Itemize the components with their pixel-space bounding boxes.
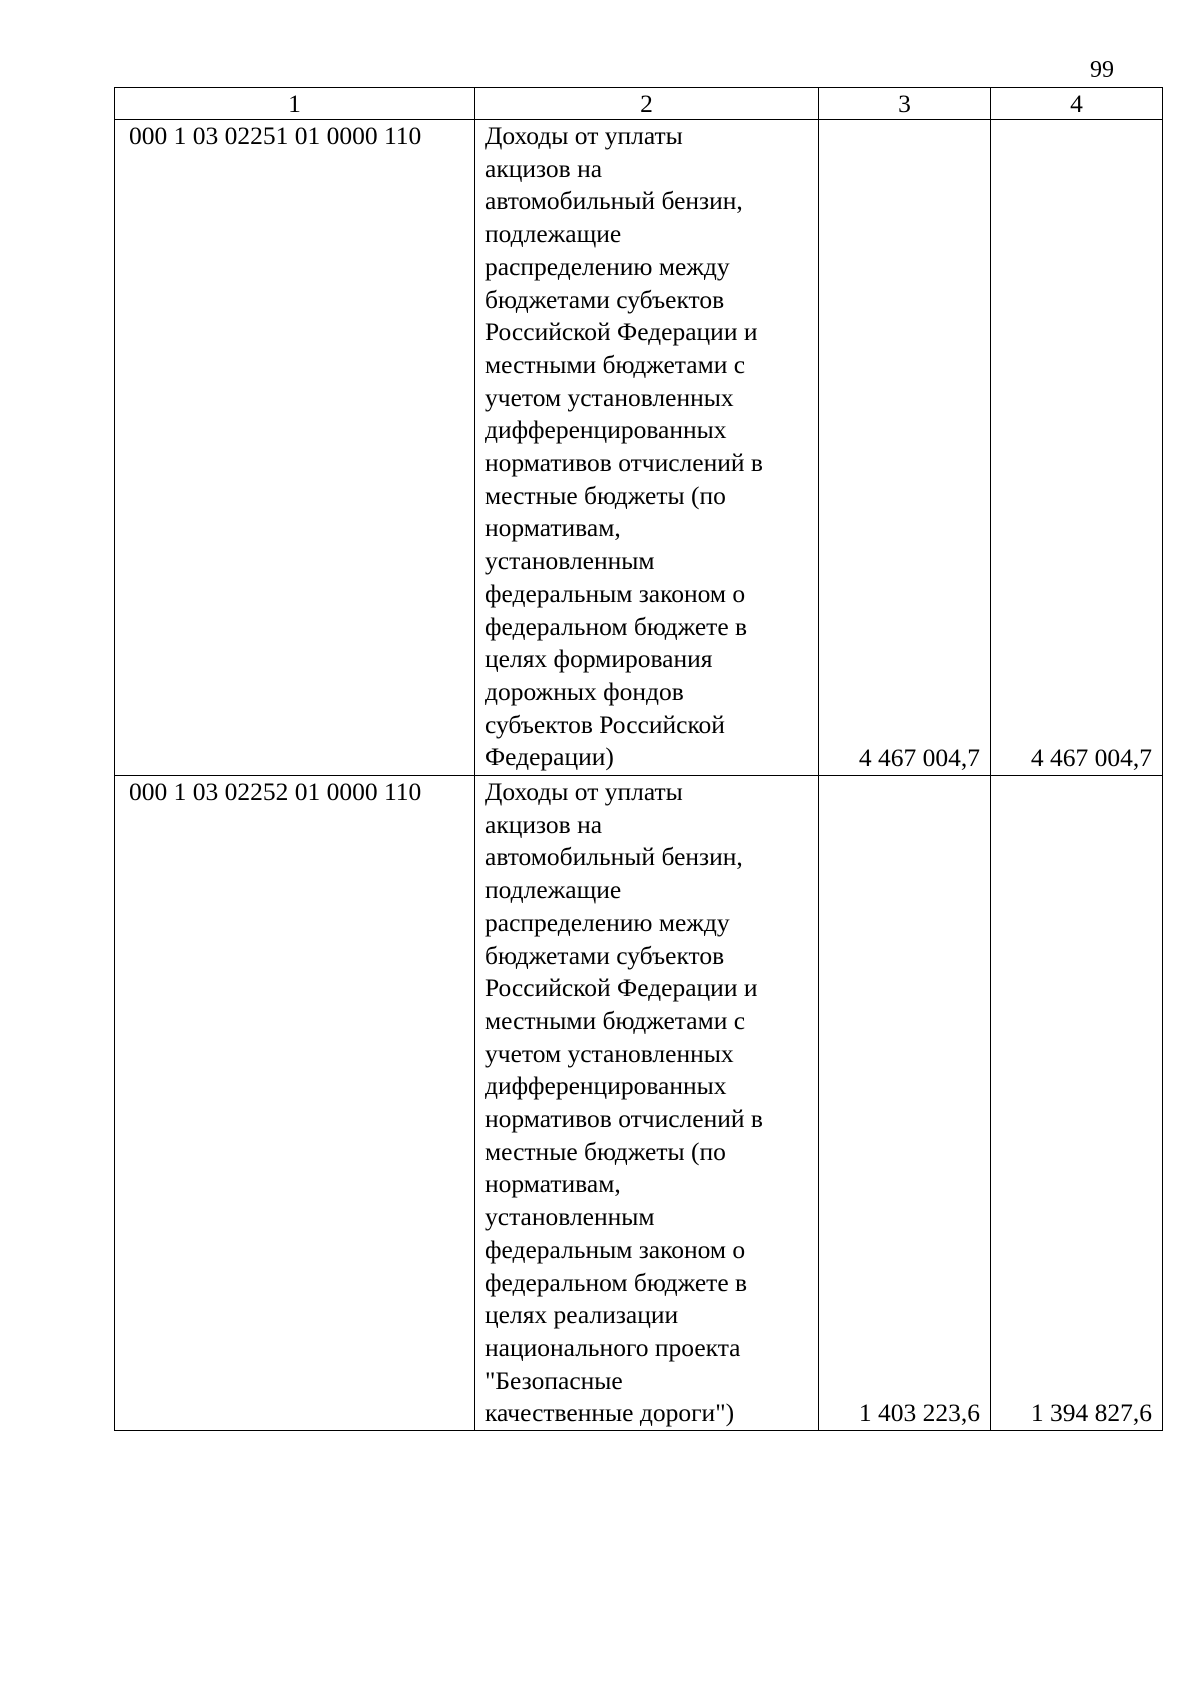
header-cell-3: 3 bbox=[819, 88, 991, 120]
description-line: автомобильный бензин, bbox=[485, 842, 743, 872]
description-line: установленным bbox=[485, 546, 655, 576]
description-line: местными бюджетами с bbox=[485, 349, 746, 379]
description-line: Доходы от уплаты bbox=[485, 777, 683, 806]
description-line: учетом установленных bbox=[485, 1038, 734, 1068]
description-line: распределению между bbox=[485, 251, 730, 281]
description-line: местные бюджеты (по bbox=[485, 1136, 726, 1166]
description-line: целях формирования bbox=[485, 644, 713, 674]
description-line: учетом установленных bbox=[485, 382, 734, 412]
description-line: дифференцированных bbox=[485, 415, 727, 445]
table-row bbox=[115, 776, 1163, 1431]
description-line: местными бюджетами с bbox=[485, 1005, 746, 1035]
amount-column-4: 1 394 827,6 bbox=[991, 776, 1163, 1431]
budget-code: 000 1 03 02251 01 0000 110 bbox=[115, 120, 475, 776]
page-number: 99 bbox=[1090, 57, 1114, 83]
description-line: подлежащие bbox=[485, 875, 622, 905]
amount-column-3: 1 403 223,6 bbox=[819, 776, 991, 1431]
description-line: нормативов отчислений в bbox=[485, 448, 763, 478]
description-line: нормативам, bbox=[485, 1169, 621, 1199]
header-cell-2: 2 bbox=[475, 88, 819, 120]
description-line: акцизов на bbox=[485, 809, 603, 839]
description-line: дорожных фондов bbox=[485, 676, 684, 706]
description-line: федеральном бюджете в bbox=[485, 1267, 748, 1297]
description-line: целях реализации bbox=[485, 1300, 679, 1330]
description bbox=[475, 776, 819, 1431]
description-line: автомобильный бензин, bbox=[485, 186, 743, 216]
header-cell-4: 4 bbox=[991, 88, 1163, 120]
description-line: национального проекта bbox=[485, 1332, 741, 1362]
description bbox=[475, 120, 819, 776]
description-line: бюджетами субъектов bbox=[485, 284, 725, 314]
header-cell-1: 1 bbox=[115, 88, 475, 120]
table-header-row bbox=[115, 88, 1163, 120]
description-line: Российской Федерации и bbox=[485, 973, 758, 1003]
description-line: Российской Федерации и bbox=[485, 317, 758, 347]
description-line: федеральным законом о bbox=[485, 1234, 746, 1264]
amount-column-4: 4 467 004,7 bbox=[991, 120, 1163, 776]
description-line: федеральном бюджете в bbox=[485, 611, 748, 641]
description-line: бюджетами субъектов bbox=[485, 940, 725, 970]
description-line: нормативов отчислений в bbox=[485, 1104, 763, 1134]
description-line: установленным bbox=[485, 1202, 655, 1232]
description-line: качественные дороги") bbox=[485, 1398, 735, 1428]
description-line: "Безопасные bbox=[485, 1365, 623, 1395]
description-line: дифференцированных bbox=[485, 1071, 727, 1101]
description-line: акцизов на bbox=[485, 153, 603, 183]
description-line: Доходы от уплаты bbox=[485, 121, 683, 150]
description-line: местные бюджеты (по bbox=[485, 480, 726, 510]
description-line: субъектов Российской bbox=[485, 709, 725, 739]
budget-code: 000 1 03 02252 01 0000 110 bbox=[115, 776, 475, 1431]
description-line: нормативам, bbox=[485, 513, 621, 543]
table-row bbox=[115, 120, 1163, 776]
description-line: Федерации) bbox=[485, 742, 614, 772]
amount-column-3: 4 467 004,7 bbox=[819, 120, 991, 776]
budget-table bbox=[114, 87, 1163, 1431]
description-line: федеральным законом о bbox=[485, 578, 746, 608]
description-line: подлежащие bbox=[485, 219, 622, 249]
description-line: распределению между bbox=[485, 907, 730, 937]
